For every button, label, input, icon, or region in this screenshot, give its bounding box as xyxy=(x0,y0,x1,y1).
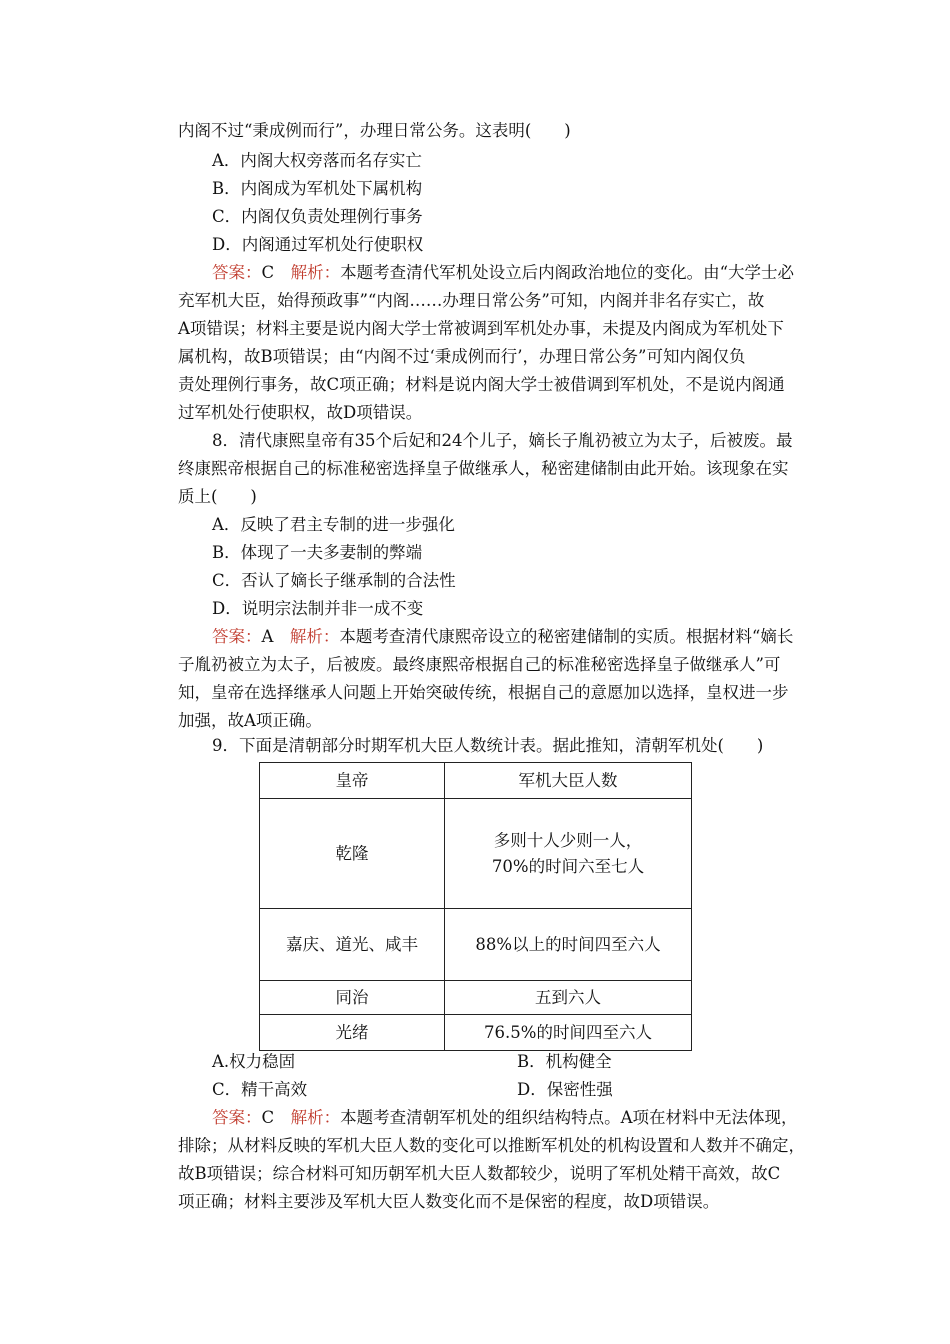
q7-stem: 内阁不过“秉成例而行”，办理日常公务。这表明( ) xyxy=(178,121,571,140)
analysis-label: 解析： xyxy=(289,627,340,646)
table-row xyxy=(260,1015,692,1051)
q8-option-b: B．体现了一夫多妻制的弊端 xyxy=(212,543,423,562)
q8-analysis-line: 子胤礽被立为太子，后被废。最终康熙帝根据自己的标准秘密选择皇子做继承人”可 xyxy=(178,655,781,674)
q8-stem: 质上( ) xyxy=(178,487,257,506)
q9-answer-line xyxy=(212,1107,852,1129)
q8-analysis-line: 加强，故A项正确。 xyxy=(178,711,322,730)
q8-stem: 8．清代康熙皇帝有35个后妃和24个儿子，嫡长子胤礽被立为太子，后被废。最 xyxy=(212,431,793,450)
table-row xyxy=(260,799,692,909)
answer-letter: A xyxy=(261,627,274,646)
cell-count: 76.5%的时间四至六人 xyxy=(445,1015,692,1051)
header-emperor: 皇帝 xyxy=(260,763,445,799)
table-row xyxy=(260,981,692,1015)
table-row xyxy=(260,909,692,981)
cell-emperor: 光绪 xyxy=(260,1015,445,1051)
header-count: 军机大臣人数 xyxy=(445,763,692,799)
q7-analysis-line: 过军机处行使职权，故D项错误。 xyxy=(178,403,423,422)
q7-analysis-line: 责处理例行事务，故C项正确；材料是说内阁大学士被借调到军机处，不是说内阁通 xyxy=(178,375,785,394)
q7-option-c: C．内阁仅负责处理例行事务 xyxy=(212,207,423,226)
analysis-label: 解析： xyxy=(290,1108,341,1127)
q7-analysis-line: A项错误；材料主要是说内阁大学士常被调到军机处办事，未提及内阁成为军机处下 xyxy=(178,319,784,338)
q9-analysis-line: 排除；从材料反映的军机大臣人数的变化可以推断军机处的机构设置和人数并不确定， xyxy=(178,1136,805,1155)
cell-count-line: 多则十人少则一人， xyxy=(493,830,643,850)
q8-stem: 终康熙帝根据自己的标准秘密选择皇子做继承人，秘密建储制由此开始。该现象在实 xyxy=(178,459,789,478)
cell-count-line: 70%的时间六至七人 xyxy=(491,856,645,876)
q9-analysis-line: 故B项错误；综合材料可知历朝军机大臣人数都较少，说明了军机处精干高效，故C xyxy=(178,1164,781,1183)
q9-option-d: D．保密性强 xyxy=(517,1080,613,1099)
statistics-table xyxy=(259,762,692,1051)
q8-option-c: C．否认了嫡长子继承制的合法性 xyxy=(212,571,456,590)
q9-option-a: A.权力稳固 xyxy=(212,1052,296,1071)
cell-count xyxy=(445,799,692,909)
q7-option-d: D．内阁通过军机处行使职权 xyxy=(212,235,424,254)
q7-analysis-line: 属机构，故B项错误；由“内阁不过‘秉成例而行’，办理日常公务”可知内阁仅负 xyxy=(178,347,746,366)
answer-label: 答案： xyxy=(212,263,262,282)
q7-answer-line xyxy=(212,262,852,284)
answer-label: 答案： xyxy=(212,627,262,646)
table-header-row xyxy=(260,763,692,799)
q9-option-b: B．机构健全 xyxy=(517,1052,612,1071)
cell-emperor: 嘉庆、道光、咸丰 xyxy=(260,909,445,981)
q8-answer-line xyxy=(212,626,852,648)
q8-analysis-line: 知，皇帝在选择继承人问题上开始突破传统，根据自己的意愿加以选择，皇权进一步 xyxy=(178,683,789,702)
answer-label: 答案： xyxy=(212,1108,262,1127)
analysis-text: 本题考查清朝军机处的组织结构特点。A项在材料中无法体现， xyxy=(340,1108,798,1127)
analysis-text: 本题考查清代康熙帝设立的秘密建储制的实质。根据材料“嫡长 xyxy=(339,627,794,646)
q7-option-a: A．内阁大权旁落而名存实亡 xyxy=(212,151,422,170)
q8-option-d: D．说明宗法制并非一成不变 xyxy=(212,599,424,618)
cell-emperor: 同治 xyxy=(260,981,445,1015)
analysis-text: 本题考查清代军机处设立后内阁政治地位的变化。由“大学士必 xyxy=(340,263,795,282)
q9-stem: 9．下面是清朝部分时期军机大臣人数统计表。据此推知，清朝军机处( ) xyxy=(212,736,764,755)
analysis-label: 解析： xyxy=(290,263,341,282)
cell-count: 88%以上的时间四至六人 xyxy=(445,909,692,981)
cell-count: 五到六人 xyxy=(445,981,692,1015)
q9-analysis-line: 项正确；材料主要涉及军机大臣人数变化而不是保密的程度，故D项错误。 xyxy=(178,1192,720,1211)
q7-analysis-line: 充军机大臣，始得预政事”“内阁……办理日常公务”可知，内阁并非名存实亡，故 xyxy=(178,291,765,310)
q8-option-a: A．反映了君主专制的进一步强化 xyxy=(212,515,455,534)
q7-option-b: B．内阁成为军机处下属机构 xyxy=(212,179,423,198)
answer-letter: C xyxy=(261,1108,275,1127)
answer-letter: C xyxy=(261,263,275,282)
q9-option-c: C．精干高效 xyxy=(212,1080,308,1099)
cell-emperor: 乾隆 xyxy=(260,799,445,909)
